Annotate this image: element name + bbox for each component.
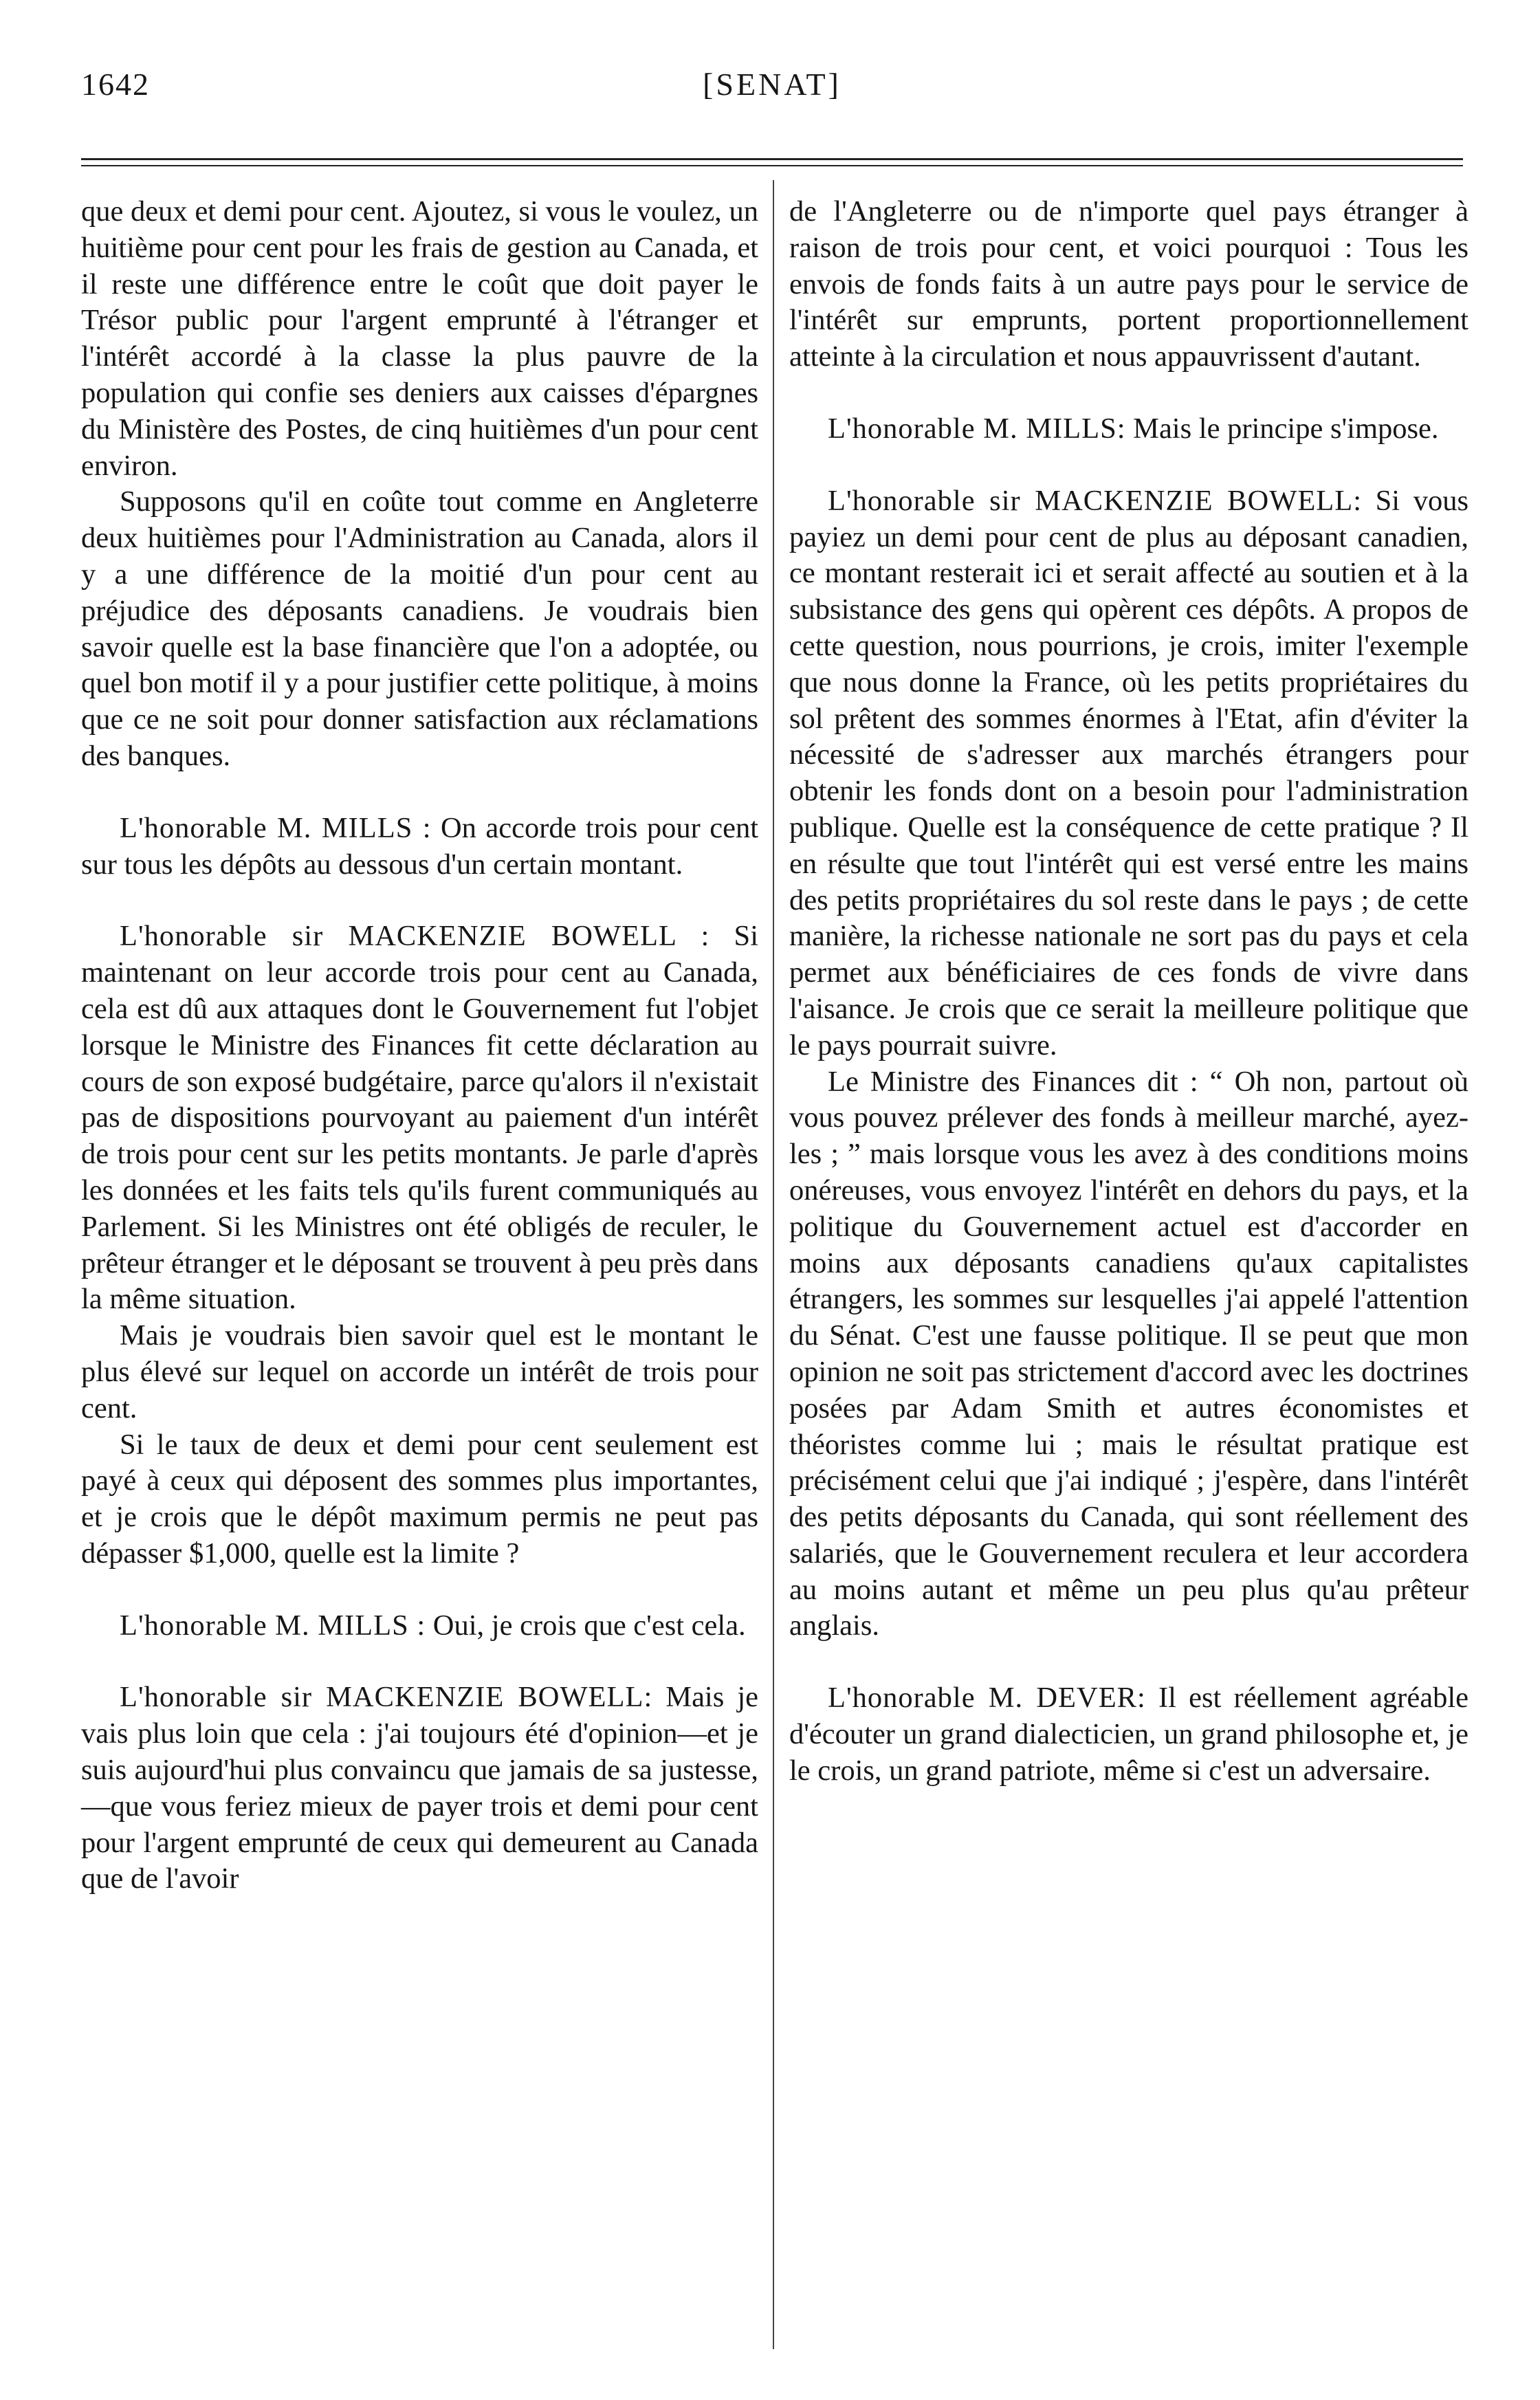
speaker-name: L'honorable sir MACKENZIE BOWELL:: [120, 1681, 653, 1714]
right-column: [789, 194, 1468, 1790]
paragraph: Si le taux de deux et demi pour cent seulement est payé à ceux qui déposent des sommes plus importantes, et je crois que le dépôt maximum permis ne peut pas dépasser $1,000, quelle est la limite ?: [81, 1428, 758, 1570]
speech-text: Il est réellement agréable d'écouter un grand dialecticien, un grand philosophe et, je le crois, un grand patriote, même si c'est un adversaire.: [789, 1682, 1468, 1787]
speech: [789, 1680, 1468, 1789]
header-rule-bottom: [81, 165, 1463, 166]
running-head: [SENAT]: [703, 67, 842, 102]
speaker-name: L'honorable M. MILLS :: [120, 811, 432, 844]
speech-text: On accorde trois pour cent sur tous les dépôts au dessous d'un certain montant.: [81, 811, 758, 881]
speech-text: Mais je vais plus loin que cela : j'ai toujours été d'opinion—et je suis aujourd'hui plus convaincu que jamais de sa justesse,—que vous feriez mieux de payer trois et demi pour cent pour l'argent emprunté de ceux qui demeurent au Canada que de l'avoir: [81, 1681, 758, 1895]
speech: [789, 411, 1468, 448]
speech: [81, 1680, 758, 1897]
speaker-name: L'honorable M. DEVER:: [828, 1682, 1146, 1715]
paragraph: de l'Angleterre ou de n'importe quel pays étranger à raison de trois pour cent, et voici pourquoi : Tous les envois de fonds faits à un autre pays pour le service de l'intérêt sur emprunts, portent proportionnellement atteinte à la circulation et nous appauvrissent d'autant.: [789, 195, 1468, 373]
speaker-name: L'honorable sir MACKENZIE BOWELL:: [828, 484, 1363, 517]
paragraph: Supposons qu'il en coûte tout comme en Angleterre deux huitièmes pour l'Administration au Canada, alors il y a une différence de la moitié d'un pour cent au préjudice des déposants canadiens. Je voudrais bien savoir quelle est la base financière que l'on a adoptée, ou quel bon motif il y a pour justifier cette politique, à moins que ce ne soit pour donner satisfaction aux réclamations des banques.: [81, 485, 758, 772]
paragraph: Mais je voudrais bien savoir quel est le montant le plus élevé sur lequel on accorde un intérêt de trois pour cent.: [81, 1319, 758, 1424]
speaker-name: L'honorable M. MILLS :: [120, 1609, 426, 1642]
paragraph: Le Ministre des Finances dit : “ Oh non, partout où vous pouvez prélever des fonds à meilleur marché, ayez-les ; ” mais lorsque vous les avez à des conditions moins onéreuses, vous envoyez l'intérêt en dehors du pays, et la politique du Gouvernement actuel est d'accorder en moins aux déposants canadiens qu'aux capitalistes étrangers, les sommes sur lesquelles j'ai appelé l'attention du Sénat. C'est une fausse politique. Il se peut que mon opinion ne soit pas strictement d'accord avec les doctrines posées par Adam Smith et autres économistes et théoristes comme lui ; mais le résultat pratique est précisément celui que j'ai indiqué ; j'espère, dans l'intérêt des petits déposants du Canada, qui sont réellement des salariés, que le Gouvernement reculera et leur accordera au moins autant et même un peu plus qu'au prêteur anglais.: [789, 1065, 1468, 1642]
speech-text: Si vous payiez un demi pour cent de plus au déposant canadien, ce montant resterait ici et serait affecté au soutien et à la subsistance des gens qui opèrent ces dépôts. A propos de cette question, nous pourrions, je crois, imiter l'exemple que nous donne la France, où les petits propriétaires du sol prêtent des sommes énormes à l'Etat, afin d'éviter la nécessité de s'adresser aux marchés étrangers pour obtenir les fonds dont on a besoin pour l'administration publique. Quelle est la conséquence de cette pratique ? Il en résulte que tout l'intérêt qui est versé entre les mains des petits propriétaires du sol reste dans le pays ; de cette manière, la richesse nationale ne sort pas du pays et cela permet aux bénéficiaires de ces fonds de vivre dans l'aisance. Je crois que ce serait la meilleure politique que le pays pourrait suivre.: [789, 484, 1468, 1061]
column-divider: [773, 180, 774, 2349]
paragraph: que deux et demi pour cent. Ajoutez, si vous le voulez, un huitième pour cent pour les frais de gestion au Canada, et il reste une différence entre le coût que doit payer le Trésor public pour l'argent emprunté à l'étranger et l'intérêt accordé à la classe la plus pauvre de la population qui confie ses deniers aux caisses d'épargnes du Ministère des Postes, de cinq huitièmes d'un pour cent environ.: [81, 195, 758, 482]
speech-text: Mais le principe s'impose.: [1125, 412, 1439, 445]
speech: [81, 918, 758, 1318]
page-number: 1642: [81, 67, 150, 102]
speech: [789, 483, 1468, 1064]
header-rule-top: [81, 158, 1463, 160]
speaker-name: L'honorable M. MILLS:: [828, 412, 1126, 445]
speech-text: Si maintenant on leur accorde trois pour cent au Canada, cela est dû aux attaques dont le Gouvernement fut l'objet lorsque le Ministre des Finances fit cette déclaration au cours de son exposé budgétaire, parce qu'alors il n'existait pas de dispositions pourvoyant au paiement d'un intérêt de trois pour cent sur les petits montants. Je parle d'après les données et les faits tels qu'ils furent communiqués au Parlement. Si les Ministres ont été obligés de reculer, le prêteur étranger et le déposant se trouvent à peu près dans la même situation.: [81, 920, 758, 1316]
speaker-name: L'honorable sir MACKENZIE BOWELL :: [120, 920, 710, 953]
left-column: [81, 194, 758, 1897]
speech: [81, 1608, 758, 1644]
speech-text: Oui, je crois que c'est cela.: [426, 1609, 746, 1642]
speech: [81, 811, 758, 883]
page-header: [81, 66, 1463, 121]
